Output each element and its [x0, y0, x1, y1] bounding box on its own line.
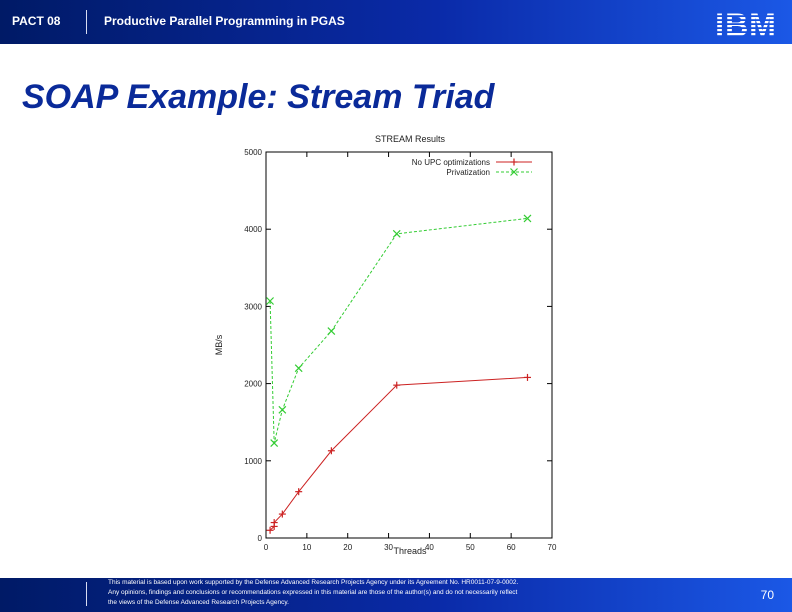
course-title: Productive Parallel Programming in PGAS — [104, 14, 345, 28]
x-tick-label: 0 — [263, 543, 269, 552]
disclaimer-line: This material is based upon work supported by the Defense Advanced Research Projects Agency under its Agreement No. HR0011-07-9-0002. — [108, 579, 519, 586]
disclaimer-line: the views of the Defense Advanced Research Projects Agency. — [108, 599, 289, 606]
chart-title: STREAM Results — [374, 134, 446, 144]
x-tick-label: 70 — [547, 543, 557, 552]
y-tick-label: 4000 — [244, 225, 262, 235]
page-number: 70 — [760, 588, 774, 602]
x-tick-label: 30 — [384, 543, 394, 552]
y-tick-label: 0 — [257, 534, 262, 543]
x-tick-label: 60 — [506, 543, 516, 552]
x-tick-label: 50 — [465, 543, 475, 552]
disclaimer-line: Any opinions, findings and conclusions or recommendations expressed in this material are those of the author(s) and do not necessarily reflect — [108, 589, 518, 596]
funding-disclaimer — [108, 578, 648, 608]
y-tick-label: 5000 — [244, 148, 262, 157]
legend-label: No UPC optimizations — [411, 158, 490, 167]
ibm-logo-graphic — [712, 9, 780, 39]
stream-results-chart — [206, 128, 568, 556]
y-tick-label: 3000 — [244, 302, 262, 312]
ibm-logo — [712, 9, 780, 39]
y-tick-label: 2000 — [244, 379, 262, 389]
footer-bar — [0, 578, 792, 612]
x-axis-label: Threads — [393, 546, 427, 556]
header-bar — [0, 0, 792, 44]
x-tick-label: 20 — [343, 543, 353, 552]
y-tick-label: 1000 — [244, 456, 262, 466]
legend-label: Privatization — [446, 168, 490, 177]
slide-title: SOAP Example: Stream Triad — [22, 78, 495, 116]
x-tick-label: 10 — [302, 543, 312, 552]
x-tick-label: 40 — [424, 543, 434, 552]
course-code: PACT 08 — [12, 14, 61, 28]
chart-background — [206, 128, 568, 556]
chart-svg — [206, 128, 568, 556]
y-axis-label: MB/s — [214, 334, 224, 356]
header-divider — [86, 10, 87, 34]
footer-divider — [86, 582, 87, 606]
